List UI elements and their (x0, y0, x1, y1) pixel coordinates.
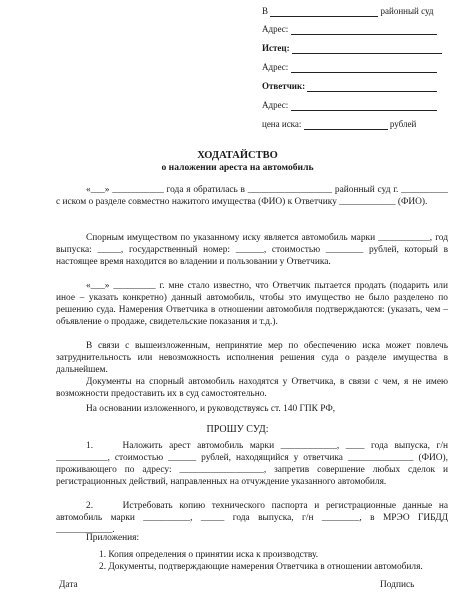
claim-price-label: цена иска: (262, 119, 302, 129)
paragraph-3: «___» _________ г. мне стало известно, что Ответчик пытается продать (подарить или иное – указать конкретно) данный автомобиль, чтобы это имущество не было разделено по решению суда. Намерения Ответчика в отношении автомобиля подтверждаются: (указать, чем – объявление о продаже, свидетельские показания и т.д.). (56, 281, 448, 327)
paragraph-6: На основании изложенного, и руководствуясь ст. 140 ГПК РФ, (86, 404, 336, 414)
attachment-1: 1. Копия определения о принятии иска к производству. (99, 550, 319, 560)
claim-price-blank (304, 120, 388, 130)
defendant-address-line (262, 100, 444, 111)
request-number-1: 1. (86, 441, 94, 451)
address-label-1: Адрес: (262, 24, 289, 34)
defendant-line (262, 81, 444, 92)
address-label-2: Адрес: (262, 62, 289, 72)
request-text-1: Наложить арест автомобиль марки ____________, ____ года выпуска, г/н ___________, стоимостью ______ рублей, находящийся у ответчика ______________ (ФИО), проживающего по адресу: __________________, запретив совершение любых сделок и регистрационных действий, направленных на отчуждение указанного автомобиля. (56, 441, 449, 487)
paragraph-5: Документы на спорный автомобиль находятся у Ответчика, в связи с чем, я не имею возможности предоставить их в суд самостоятельно. (56, 377, 448, 399)
court-address-line (262, 24, 444, 35)
request-number-2: 2. (86, 501, 94, 511)
defendant-blank (307, 82, 437, 92)
claim-price-line (262, 119, 444, 130)
court-address-blank (291, 25, 437, 35)
plaintiff-line (262, 43, 444, 54)
defendant-label: Ответчик: (262, 81, 306, 91)
paragraph-4: В связи с вышеизложенным, непринятие мер по обеспечению иска может повлечь затруднительность или невозможность исполнения решения суда о разделе имущества в дальнейшем. (56, 341, 448, 375)
request-item-2 (56, 501, 448, 537)
claim-price-unit: рублей (389, 119, 417, 129)
court-suffix: районный суд (380, 6, 434, 16)
plaintiff-blank (292, 44, 442, 54)
document-title: ХОДАТАЙСТВО (197, 150, 278, 161)
request-heading: ПРОШУ СУД: (206, 424, 269, 435)
signature-label: Подпись (380, 580, 415, 590)
court-label: В (262, 6, 269, 16)
court-line (262, 6, 444, 17)
plaintiff-address-blank (291, 63, 437, 73)
paragraph-1: «___» ___________ года я обратилась в __________________ районный суд г. __________ с иском о разделе совместно нажитого имущества (ФИО) к Ответчику ____________ (ФИО). (56, 185, 448, 207)
paragraph-2: Спорным имуществом по указанному иску является автомобиль марки ___________, год выпуска: _____, государственный номер: ______, стоимостью ________ рублей, который в настоящее время находится во владении и пользовании у Ответчика. (56, 233, 448, 267)
request-text-2: Истребовать копию технического паспорта и регистрационные данные на автомобиль марки __________, _____ года выпуска, г/н ________, в МРЭО ГИБДД ____________. (56, 501, 448, 535)
attachments-heading: Приложения: (86, 533, 140, 543)
request-item-1 (56, 441, 448, 488)
plaintiff-address-line (262, 62, 444, 73)
address-label-3: Адрес: (262, 100, 289, 110)
defendant-address-blank (291, 101, 437, 111)
document-subtitle: о наложении ареста на автомобиль (161, 162, 314, 173)
date-label: Дата (59, 580, 78, 590)
attachment-2: 2. Документы, подтверждающие намерения Ответчика в отношении автомобиля. (99, 562, 423, 572)
plaintiff-label: Истец: (262, 43, 290, 53)
court-name-blank (270, 7, 378, 17)
